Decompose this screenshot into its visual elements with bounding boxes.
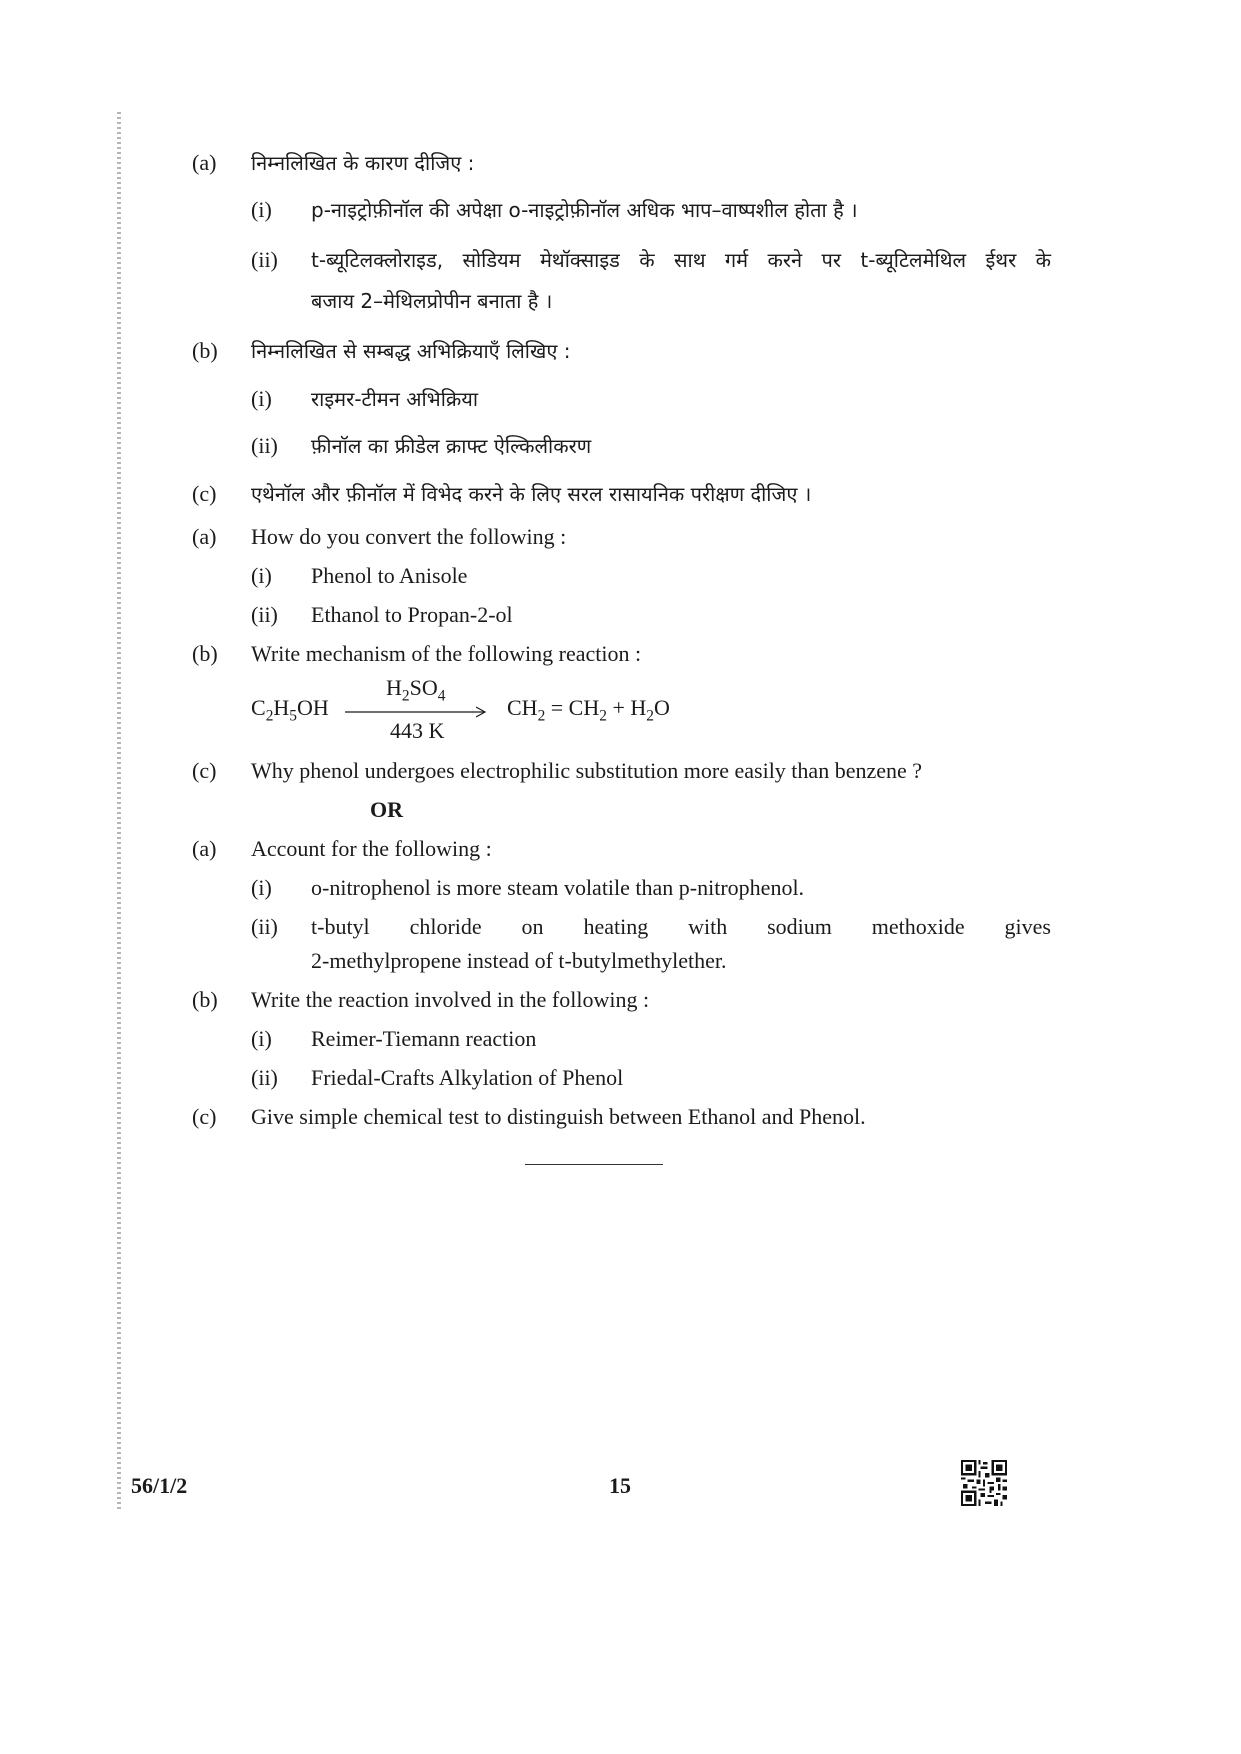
page-number: 15 xyxy=(609,1473,631,1498)
hindi-a-text: निम्नलिखित के कारण दीजिए : xyxy=(251,151,475,175)
paper-code: 56/1/2 xyxy=(131,1473,188,1498)
equation-reactant: $C_2H_5OH$ xyxy=(251,695,329,725)
hindi-a-i-text: p-नाइट्रोफ़ीनॉल की अपेक्षा o-नाइट्रोफ़ीनॉल अधिक भाप–वाष्पशील होता है । xyxy=(311,198,858,222)
q2-b-i-label: (i) xyxy=(251,1026,272,1051)
hindi-a-i-label: (i) xyxy=(251,197,272,222)
hindi-a-label: (a) xyxy=(192,150,217,175)
q1-a-label: (a) xyxy=(192,524,217,549)
q2-a-i-label: (i) xyxy=(251,875,272,900)
end-rule-divider xyxy=(525,1164,663,1165)
q2-a-ii-line1: t-butyl chloride on heating with sodium methoxide gives xyxy=(311,914,1051,939)
q2-b-i-text: Reimer-Tiemann reaction xyxy=(311,1026,537,1051)
q2-c-text: Give simple chemical test to distinguish between Ethanol and Phenol. xyxy=(251,1104,866,1129)
q1-a-i-label: (i) xyxy=(251,563,272,588)
hindi-b-label: (b) xyxy=(192,338,218,363)
q2-b-ii-text: Friedal-Crafts Alkylation of Phenol xyxy=(311,1065,624,1090)
hindi-b-ii-text: फ़ीनॉल का फ्रीडेल क्राफ्ट ऐल्किलीकरण xyxy=(311,434,592,458)
equation-condition: 443 K xyxy=(390,718,445,743)
hindi-c-label: (c) xyxy=(192,481,217,506)
q1-c-text: Why phenol undergoes electrophilic substitution more easily than benzene ? xyxy=(251,758,923,783)
q2-a-ii-line2: 2-methylpropene instead of t-butylmethylether. xyxy=(311,948,727,973)
q1-b-text: Write mechanism of the following reaction : xyxy=(251,641,642,666)
reaction-arrow-icon xyxy=(345,705,490,719)
q2-c-label: (c) xyxy=(192,1104,217,1129)
or-separator: OR xyxy=(370,797,403,822)
qr-code-icon xyxy=(961,1460,1007,1506)
q2-a-label: (a) xyxy=(192,836,217,861)
hindi-a-ii-line2: बजाय 2–मेथिलप्रोपीन बनाता है । xyxy=(311,289,553,313)
q2-a-i-text: o-nitrophenol is more steam volatile than p-nitrophenol. xyxy=(311,875,805,900)
hindi-c-text: एथेनॉल और फ़ीनॉल में विभेद करने के लिए सरल रासायनिक परीक्षण दीजिए । xyxy=(251,482,812,506)
hindi-a-ii-label: (ii) xyxy=(251,247,278,272)
hindi-a-ii-line1: t-ब्यूटिलक्लोराइड, सोडियम मेथॉक्साइड के साथ गर्म करने पर t-ब्यूटिलमेथिल ईथर के xyxy=(311,248,1051,272)
q1-a-ii-label: (ii) xyxy=(251,602,278,627)
q2-b-label: (b) xyxy=(192,987,218,1012)
hindi-b-ii-label: (ii) xyxy=(251,433,278,458)
q2-b-text: Write the reaction involved in the following : xyxy=(251,987,650,1012)
hindi-b-text: निम्नलिखित से सम्बद्ध अभिक्रियाएँ लिखिए : xyxy=(251,339,571,363)
q1-a-i-text: Phenol to Anisole xyxy=(311,563,468,588)
q1-c-label: (c) xyxy=(192,758,217,783)
q1-a-text: How do you convert the following : xyxy=(251,524,567,549)
q2-a-ii-label: (ii) xyxy=(251,914,278,939)
equation-product: $CH_2 = CH_2 + H_2O$ xyxy=(507,695,670,725)
margin-decoration-strip xyxy=(117,112,121,1512)
hindi-b-i-text: राइमर-टीमन अभिक्रिया xyxy=(311,387,479,411)
q1-a-ii-text: Ethanol to Propan-2-ol xyxy=(311,602,513,627)
hindi-b-i-label: (i) xyxy=(251,386,272,411)
q1-b-label: (b) xyxy=(192,641,218,666)
q2-a-text: Account for the following : xyxy=(251,836,492,861)
equation-reagent: $H_2SO_4$ xyxy=(386,675,446,705)
q2-b-ii-label: (ii) xyxy=(251,1065,278,1090)
